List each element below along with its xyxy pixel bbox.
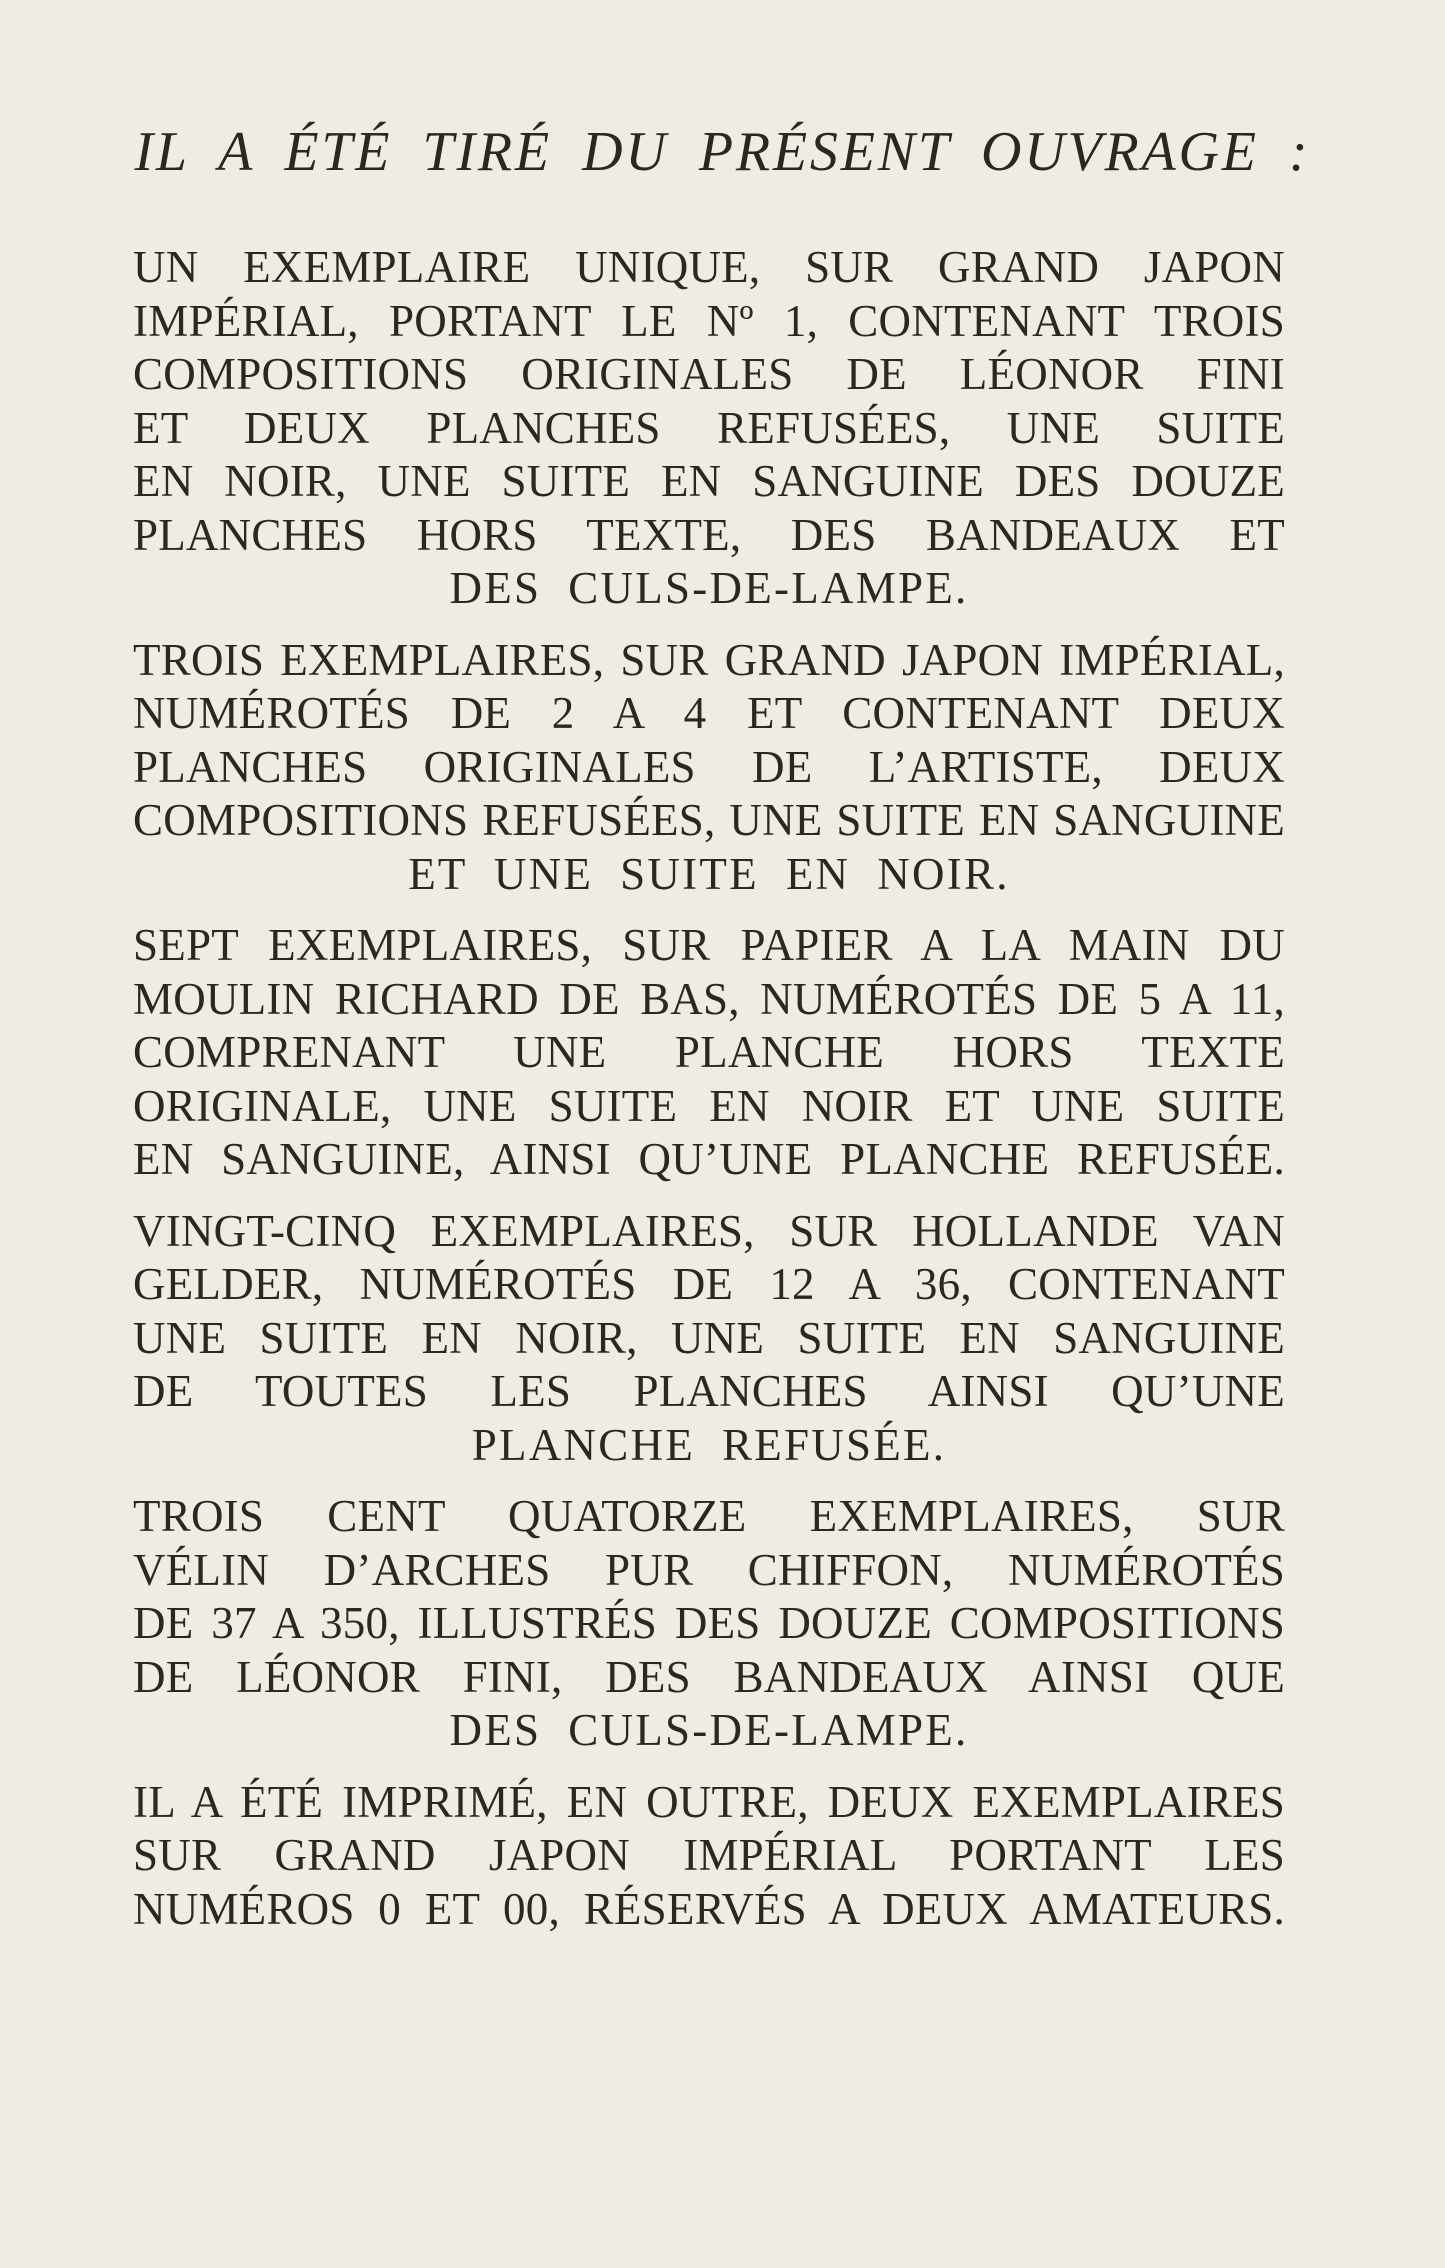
paragraph — [133, 1490, 1285, 1758]
text-line: VÉLIN D’ARCHES PUR CHIFFON, NUMÉROTÉS — [133, 1544, 1285, 1595]
text-line: NUMÉROTÉS DE 2 A 4 ET CONTENANT DEUX — [133, 688, 1285, 738]
text-line: DES CULS-DE-LAMPE. — [449, 1705, 969, 1755]
text-line: ET UNE SUITE EN NOIR. — [408, 848, 1010, 899]
text-line: ET DEUX PLANCHES REFUSÉES, UNE SUITE — [133, 402, 1285, 453]
text-line: SEPT EXEMPLAIRES, SUR PAPIER A LA MAIN DU — [133, 920, 1285, 970]
paragraph — [133, 919, 1285, 1187]
text-line: UN EXEMPLAIRE UNIQUE, SUR GRAND JAPON — [133, 242, 1285, 292]
text-line: DE TOUTES LES PLANCHES AINSI QU’UNE — [133, 1366, 1285, 1416]
page-heading: IL A ÉTÉ TIRÉ DU PRÉSENT OUVRAGE : — [134, 121, 1311, 183]
text-line: IL A ÉTÉ IMPRIMÉ, EN OUTRE, DEUX EXEMPLAIRES — [133, 1776, 1285, 1827]
text-line: SUR GRAND JAPON IMPÉRIAL PORTANT LES — [133, 1830, 1285, 1880]
paragraph — [133, 1205, 1285, 1473]
text-line: VINGT-CINQ EXEMPLAIRES, SUR HOLLANDE VAN — [133, 1205, 1285, 1256]
paragraph — [133, 241, 1285, 616]
text-line: PLANCHES ORIGINALES DE L’ARTISTE, DEUX — [133, 741, 1285, 792]
text-line: PLANCHES HORS TEXTE, DES BANDEAUX ET — [133, 509, 1285, 560]
text-line: COMPOSITIONS ORIGINALES DE LÉONOR FINI — [133, 349, 1285, 399]
text-line: TROIS CENT QUATORZE EXEMPLAIRES, SUR — [133, 1491, 1285, 1541]
paragraph — [133, 1776, 1285, 1937]
text-line: ORIGINALE, UNE SUITE EN NOIR ET UNE SUITE — [133, 1080, 1285, 1131]
limitation-text-block — [133, 241, 1285, 1954]
text-line: EN SANGUINE, AINSI QU’UNE PLANCHE REFUSÉE. — [133, 1134, 1285, 1184]
text-line: COMPOSITIONS REFUSÉES, UNE SUITE EN SANGUINE — [133, 795, 1285, 845]
text-line: COMPRENANT UNE PLANCHE HORS TEXTE — [133, 1027, 1285, 1077]
text-line: MOULIN RICHARD DE BAS, NUMÉROTÉS DE 5 A 11, — [133, 973, 1285, 1024]
text-line: DE LÉONOR FINI, DES BANDEAUX AINSI QUE — [133, 1651, 1285, 1702]
text-line: NUMÉROS 0 ET 00, RÉSERVÉS A DEUX AMATEURS. — [133, 1883, 1285, 1934]
text-line: UNE SUITE EN NOIR, UNE SUITE EN SANGUINE — [133, 1312, 1285, 1363]
text-line: PLANCHE REFUSÉE. — [471, 1419, 947, 1470]
text-line: TROIS EXEMPLAIRES, SUR GRAND JAPON IMPÉRIAL, — [133, 634, 1285, 685]
text-line: GELDER, NUMÉROTÉS DE 12 A 36, CONTENANT — [133, 1259, 1285, 1309]
text-line: DES CULS-DE-LAMPE. — [449, 563, 969, 613]
paragraph — [133, 634, 1285, 902]
text-line: DE 37 A 350, ILLUSTRÉS DES DOUZE COMPOSITIONS — [133, 1598, 1285, 1648]
text-line: IMPÉRIAL, PORTANT LE Nº 1, CONTENANT TROIS — [133, 295, 1285, 346]
text-line: EN NOIR, UNE SUITE EN SANGUINE DES DOUZE — [133, 456, 1285, 506]
